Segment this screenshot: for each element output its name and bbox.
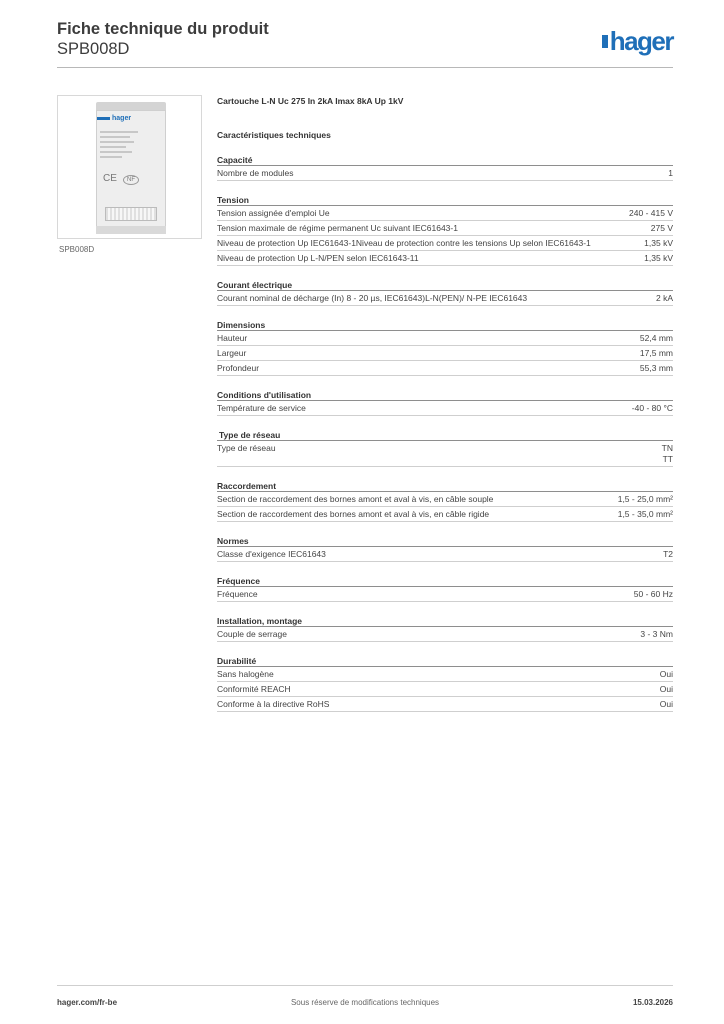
product-code: SPB008D — [57, 40, 130, 58]
spec-row — [217, 682, 673, 697]
section-title: Type de réseau — [217, 430, 673, 441]
footer-website: hager.com/fr-be — [57, 998, 118, 1007]
spec-section — [217, 390, 673, 416]
section-title: Tension — [217, 195, 673, 206]
tech-characteristics-heading: Caractéristiques techniques — [217, 130, 331, 140]
spec-value: 17,5 mm — [639, 348, 673, 358]
spec-section — [217, 656, 673, 712]
spec-row — [217, 251, 673, 266]
spec-row — [217, 291, 673, 306]
spec-section — [217, 481, 673, 522]
spec-row — [217, 331, 673, 346]
spec-row — [217, 667, 673, 682]
spec-value: 1 — [668, 168, 673, 178]
spec-label: Tension maximale de régime permanent Uc suivant IEC61643-1 — [217, 223, 458, 233]
spec-row — [217, 441, 673, 467]
spec-label: Tension assignée d'emploi Ue — [217, 208, 330, 218]
spec-label: Nombre de modules — [217, 168, 294, 178]
spec-label: Température de service — [217, 403, 306, 413]
spec-row — [217, 492, 673, 507]
spec-sections — [217, 155, 673, 712]
spec-label: Profondeur — [217, 363, 260, 373]
spec-row — [217, 627, 673, 642]
section-title: Normes — [217, 536, 673, 547]
spec-value: 1,5 - 35,0 mm² — [617, 509, 673, 519]
spec-value: 55,3 mm — [639, 363, 673, 373]
document-title: Fiche technique du produit — [57, 20, 269, 38]
logo-text: hager — [609, 26, 673, 56]
spec-label: Courant nominal de décharge (In) 8 - 20 µs, IEC61643)L-N(PEN)/ N-PE IEC61643 — [217, 293, 528, 303]
spec-label: Largeur — [217, 348, 247, 358]
spec-row — [217, 587, 673, 602]
device-window — [105, 207, 157, 221]
spec-value: 52,4 mm — [639, 333, 673, 343]
spec-label: Section de raccordement des bornes amont et aval à vis, en câble rigide — [217, 509, 490, 519]
spec-section — [217, 195, 673, 266]
spec-label: Conformité REACH — [217, 684, 291, 694]
spec-section — [217, 616, 673, 642]
spec-section — [217, 155, 673, 181]
spec-value: -40 - 80 °C — [631, 403, 673, 413]
spec-label: Fréquence — [217, 589, 258, 599]
spec-label: Hauteur — [217, 333, 248, 343]
spec-section — [217, 280, 673, 306]
spec-value: Oui — [659, 699, 673, 709]
spec-label: Type de réseau — [217, 443, 276, 453]
spec-row — [217, 221, 673, 236]
spec-label: Classe d'exigence IEC61643 — [217, 549, 326, 559]
spec-label: Couple de serrage — [217, 629, 287, 639]
spec-label: Section de raccordement des bornes amont et aval à vis, en câble souple — [217, 494, 494, 504]
spec-row — [217, 361, 673, 376]
spec-value: 1,35 kV — [644, 253, 673, 263]
spec-label: Conforme à la directive RoHS — [217, 699, 330, 709]
section-title: Raccordement — [217, 481, 673, 492]
spec-section — [217, 430, 673, 467]
section-title: Capacité — [217, 155, 673, 166]
spec-row — [217, 697, 673, 712]
spec-row — [217, 206, 673, 221]
spec-value: 1,5 - 25,0 mm² — [617, 494, 673, 504]
spec-row — [217, 166, 673, 181]
spec-row — [217, 236, 673, 251]
section-title: Installation, montage — [217, 616, 673, 627]
spec-row — [217, 346, 673, 361]
spec-section — [217, 536, 673, 562]
spec-label: Niveau de protection Up L-N/PEN selon IEC61643-11 — [217, 253, 419, 263]
section-title: Fréquence — [217, 576, 673, 587]
hager-logo — [602, 28, 673, 54]
spec-value: 3 - 3 Nm — [640, 629, 673, 639]
spec-section — [217, 576, 673, 602]
spec-value: 2 kA — [655, 293, 673, 303]
nf-mark-icon: NF — [123, 175, 139, 185]
spec-value: Oui — [659, 669, 673, 679]
page-footer — [57, 992, 673, 1006]
section-title: Conditions d'utilisation — [217, 390, 673, 401]
footer-divider — [57, 985, 673, 986]
spec-value: T2 — [663, 549, 673, 559]
spec-value: Oui — [659, 684, 673, 694]
header-divider — [57, 67, 673, 68]
spec-value: 275 V — [650, 223, 673, 233]
specs-content — [217, 96, 673, 726]
product-description: Cartouche L-N Uc 275 In 2kA Imax 8kA Up 1kV — [217, 96, 404, 106]
spec-row — [217, 401, 673, 416]
logo-mark-icon — [602, 35, 608, 48]
spec-label: Niveau de protection Up IEC61643-1Niveau de protection contre les tensions Up selon IEC61643-1 — [217, 238, 591, 248]
section-title: Durabilité — [217, 656, 673, 667]
spec-row — [217, 507, 673, 522]
spec-value: TN TT — [661, 443, 673, 464]
product-image — [57, 95, 202, 239]
spec-value: 1,35 kV — [644, 238, 673, 248]
spec-label: Sans halogène — [217, 669, 274, 679]
spec-value: 240 - 415 V — [629, 208, 673, 218]
page-header — [57, 20, 673, 66]
ce-mark-icon: CE — [103, 173, 117, 184]
device-brand: hager — [97, 115, 131, 122]
surge-cartridge-illustration — [96, 102, 166, 234]
section-title: Dimensions — [217, 320, 673, 331]
product-image-caption: SPB008D — [59, 245, 95, 254]
device-marking-lines — [100, 131, 140, 161]
section-title: Courant électrique — [217, 280, 673, 291]
footer-date: 15.03.2026 — [632, 998, 673, 1007]
spec-value: 50 - 60 Hz — [633, 589, 673, 599]
spec-row — [217, 547, 673, 562]
footer-notice: Sous réserve de modifications techniques — [290, 998, 440, 1007]
spec-section — [217, 320, 673, 376]
